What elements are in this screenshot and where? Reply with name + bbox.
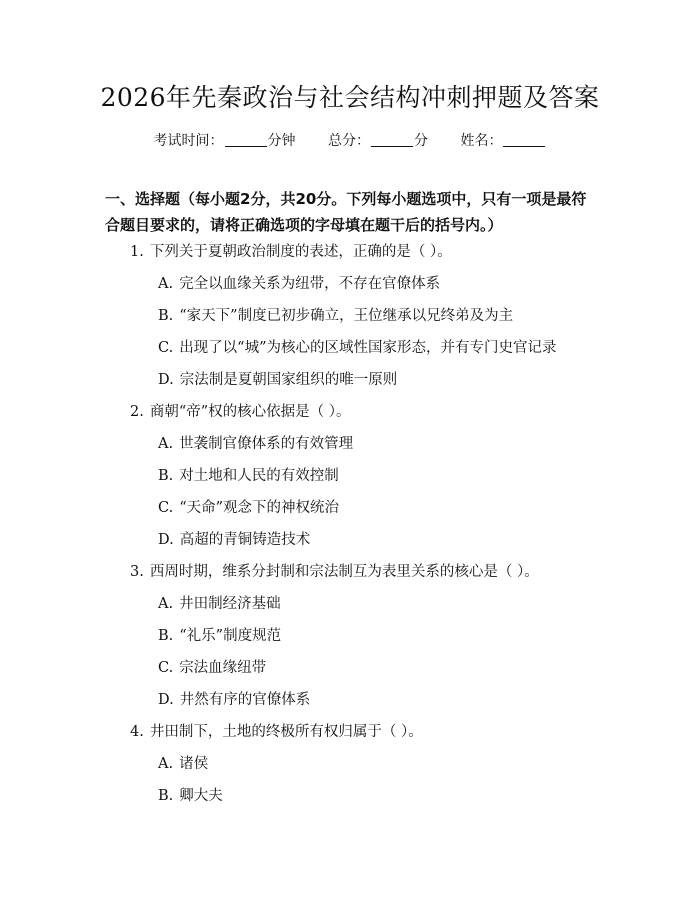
question-3 (130, 561, 539, 583)
option-2c (158, 497, 339, 519)
option-letter: B. (158, 468, 174, 484)
option-text: 宗法血缘纽带 (179, 660, 267, 676)
option-letter: D. (158, 692, 174, 708)
option-letter: D. (158, 372, 174, 388)
option-letter: A. (158, 596, 174, 612)
option-3d (158, 689, 310, 711)
option-3a (158, 593, 281, 615)
score-blank (371, 132, 413, 147)
option-text: 高超的青铜铸造技术 (179, 532, 311, 548)
option-text: 宗法制是夏朝国家组织的唯一原则 (179, 372, 398, 388)
exam-meta (0, 130, 700, 152)
option-2b (158, 465, 339, 487)
score-label: 总分： (328, 133, 370, 149)
question-number: 1. (130, 244, 144, 260)
option-letter: C. (158, 660, 174, 676)
option-letter: C. (158, 500, 174, 516)
option-text: 卿大夫 (179, 788, 223, 804)
option-text: 井田制经济基础 (179, 596, 281, 612)
name-blank (503, 132, 545, 147)
page-title: 2026年先秦政治与社会结构冲刺押题及答案 (100, 83, 600, 112)
option-1c (158, 337, 557, 359)
student-name (460, 130, 546, 152)
option-letter: C. (158, 340, 174, 356)
option-3b (158, 625, 281, 647)
question-4 (130, 721, 423, 743)
option-4a (158, 753, 208, 775)
total-score (328, 130, 428, 152)
option-text: 诸侯 (179, 756, 209, 772)
option-text: “天命”观念下的神权统治 (179, 500, 340, 516)
option-1a (158, 273, 440, 295)
option-letter: B. (158, 628, 174, 644)
option-2d (158, 529, 310, 551)
question-stem: 商朝“帝”权的核心依据是（ ）。 (149, 404, 351, 420)
question-number: 4. (130, 724, 144, 740)
exam-time (154, 130, 296, 152)
name-label: 姓名： (460, 133, 503, 149)
question-stem: 西周时期，维系分封制和宗法制互为表里关系的核心是（ ）。 (149, 564, 539, 580)
option-letter: D. (158, 532, 174, 548)
option-2a (158, 433, 353, 455)
section-heading: 一、选择题（每小题2分，共20分。下列每小题选项中，只有一项是最符合题目要求的，请将正确选项的字母填在题干后的括号内。） (105, 190, 587, 234)
question-stem: 下列关于夏朝政治制度的表述，正确的是（ ）。 (149, 244, 452, 260)
time-blank (225, 132, 267, 147)
option-letter: A. (158, 436, 174, 452)
question-2 (130, 401, 351, 423)
question-stem: 井田制下，土地的终极所有权归属于（ ）。 (149, 724, 423, 740)
option-1d (158, 369, 397, 391)
option-letter: B. (158, 308, 174, 324)
option-text: 完全以血缘关系为纽带，不存在官僚体系 (179, 276, 441, 292)
option-3c (158, 657, 266, 679)
option-text: 出现了以“城”为核心的区域性国家形态，并有专门史官记录 (179, 340, 557, 356)
question-number: 2. (130, 404, 144, 420)
option-1b (158, 305, 513, 327)
option-text: 井然有序的官僚体系 (179, 692, 311, 708)
option-text: “礼乐”制度规范 (179, 628, 282, 644)
question-number: 3. (130, 564, 144, 580)
option-letter: A. (158, 276, 174, 292)
time-unit: 分钟 (267, 133, 296, 149)
option-text: 对土地和人民的有效控制 (179, 468, 339, 484)
time-label: 考试时间： (153, 133, 224, 149)
score-unit: 分 (414, 133, 428, 149)
option-letter: B. (158, 788, 174, 804)
option-text: “家天下”制度已初步确立，王位继承以兄终弟及为主 (179, 308, 514, 324)
option-4b (158, 785, 223, 807)
option-letter: A. (158, 756, 174, 772)
question-1 (130, 241, 452, 263)
option-text: 世袭制官僚体系的有效管理 (179, 436, 354, 452)
